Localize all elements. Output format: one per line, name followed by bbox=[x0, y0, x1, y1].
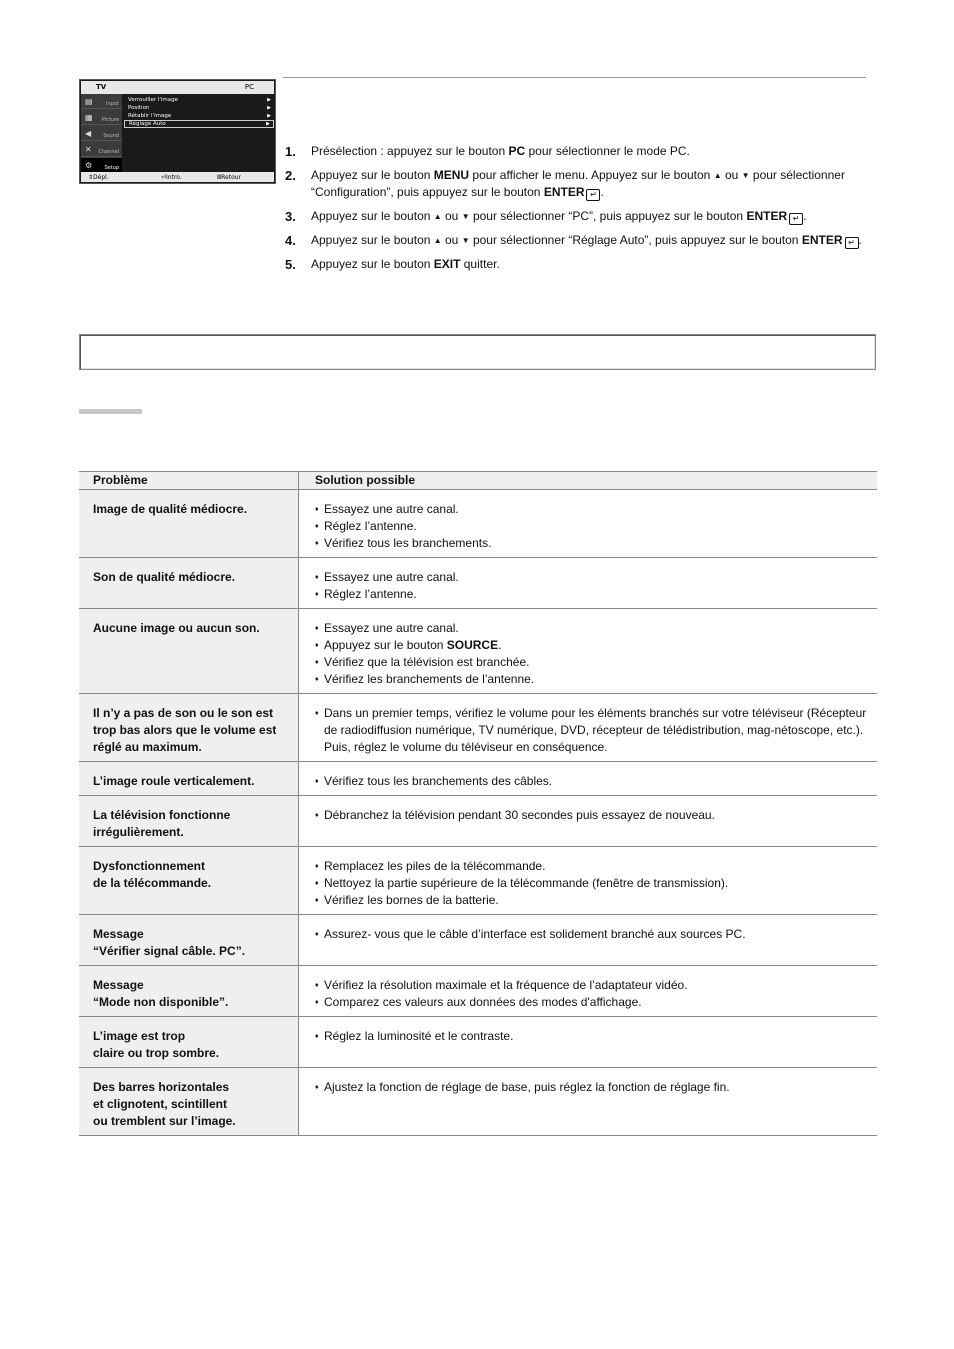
up-arrow-icon: ▲ bbox=[713, 171, 722, 180]
solution-item: ♦ Essayez une autre canal. bbox=[315, 620, 875, 637]
solution-cell bbox=[315, 1028, 875, 1045]
problem-text: Des barres horizontales et clignotent, scintillent ou tremblent sur l’image. bbox=[93, 1080, 236, 1128]
osd-sidebar-label: Setup bbox=[104, 165, 119, 171]
solution-cell bbox=[315, 773, 875, 790]
osd-sidebar-label: Sound bbox=[103, 133, 119, 139]
table-row bbox=[79, 796, 877, 847]
enter-icon: ↵ bbox=[789, 213, 803, 225]
enter-icon: ↵ bbox=[586, 189, 600, 201]
steps-list bbox=[285, 143, 877, 280]
down-arrow-icon: ▼ bbox=[741, 171, 750, 180]
solution-item: ♦ Assurez- vous que le câble d’interface est solidement branché aux sources PC. bbox=[315, 926, 875, 943]
problem-cell bbox=[79, 1068, 299, 1135]
problem-text: L’image roule verticalement. bbox=[93, 774, 255, 788]
problem-text: Message “Vérifier signal câble. PC”. bbox=[93, 927, 246, 958]
solution-item: ♦ Vérifiez la résolution maximale et la fréquence de l’adaptateur vidéo. bbox=[315, 977, 875, 994]
note-box bbox=[79, 334, 876, 370]
solution-cell bbox=[315, 501, 875, 552]
step-text: Appuyez sur le bouton MENU pour afficher le menu. Appuyez sur le bouton ▲ ou ▼ pour sélectionner “Configuration”, puis appuyez sur le bouton ENTER ↵ . bbox=[311, 168, 845, 199]
problem-text: Message “Mode non disponible”. bbox=[93, 978, 229, 1009]
table-row bbox=[79, 609, 877, 694]
input-icon: ▤ bbox=[85, 97, 93, 106]
solution-item: ♦ Dans un premier temps, vérifiez le volume pour les éléments branchés sur votre téléviseur (Récepteur de radiodiffusion numérique, TV numérique, DVD, récepteur de télédistribution, mag-nétoscope, etc.). Puis, réglez le volume du téléviseur en conséquence. bbox=[315, 705, 875, 756]
solution-item: ♦ Réglez la luminosité et le contraste. bbox=[315, 1028, 875, 1045]
table-row bbox=[79, 1068, 877, 1136]
step-item bbox=[285, 256, 877, 273]
osd-sidebar-label: Picture bbox=[101, 117, 119, 123]
channel-icon: ✕ bbox=[85, 145, 92, 154]
solution-cell bbox=[315, 705, 875, 756]
osd-menu-item bbox=[124, 113, 274, 121]
section-divider bbox=[283, 77, 866, 78]
solution-cell bbox=[315, 807, 875, 824]
up-arrow-icon: ▲ bbox=[433, 212, 442, 221]
arrow-right-icon: ▶ bbox=[267, 104, 271, 111]
osd-menu-item bbox=[124, 105, 274, 113]
problem-cell bbox=[79, 609, 299, 693]
problem-cell bbox=[79, 490, 299, 557]
osd-footer-enter: ⏎Intro. bbox=[161, 174, 182, 181]
problem-text: Il n’y a pas de son ou le son est trop bas alors que le volume est réglé au maximum. bbox=[93, 706, 277, 754]
osd-sidebar bbox=[81, 94, 122, 173]
table-header bbox=[79, 471, 877, 490]
solution-item: ♦ Débranchez la télévision pendant 30 secondes puis essayez de nouveau. bbox=[315, 807, 875, 824]
section-marker bbox=[79, 409, 142, 414]
down-arrow-icon: ▼ bbox=[461, 236, 470, 245]
osd-title: TV bbox=[96, 83, 107, 91]
solution-item: ♦ Vérifiez les bornes de la batterie. bbox=[315, 892, 875, 909]
table-row bbox=[79, 847, 877, 915]
problem-text: La télévision fonctionne irrégulièrement. bbox=[93, 808, 231, 839]
step-number: 5. bbox=[285, 257, 296, 272]
problem-text: Dysfonctionnement de la télécommande. bbox=[93, 859, 212, 890]
problem-text: Aucune image ou aucun son. bbox=[93, 621, 260, 635]
bold-text: ENTER bbox=[746, 209, 788, 223]
osd-footer-return: ⅢRetour bbox=[217, 174, 242, 181]
step-number: 4. bbox=[285, 233, 296, 248]
problem-cell bbox=[79, 847, 299, 914]
sound-icon: ◀ bbox=[85, 129, 92, 138]
tv-menu-screenshot bbox=[79, 79, 276, 184]
solution-cell bbox=[315, 569, 875, 603]
table-row bbox=[79, 490, 877, 558]
bold-text: EXIT bbox=[433, 257, 461, 271]
solution-item: ♦ Essayez une autre canal. bbox=[315, 569, 875, 586]
osd-menu-item bbox=[124, 97, 274, 105]
osd-sidebar-item bbox=[81, 158, 122, 173]
osd-menu-item bbox=[124, 120, 274, 128]
problem-cell bbox=[79, 796, 299, 846]
down-arrow-icon: ▼ bbox=[461, 212, 470, 221]
step-item bbox=[285, 232, 877, 249]
problem-text: L’image est trop claire ou trop sombre. bbox=[93, 1029, 220, 1060]
osd-menu-label: Réglage Auto bbox=[129, 121, 166, 128]
step-item bbox=[285, 167, 877, 201]
table-row bbox=[79, 966, 877, 1017]
troubleshooting-table bbox=[79, 471, 877, 1136]
solution-item: ♦ Ajustez la fonction de réglage de base, puis réglez la fonction de réglage fin. bbox=[315, 1079, 875, 1096]
solution-item: ♦ Vérifiez tous les branchements des câbles. bbox=[315, 773, 875, 790]
solution-cell bbox=[315, 620, 875, 688]
step-text: Appuyez sur le bouton ▲ ou ▼ pour sélectionner “Réglage Auto”, puis appuyez sur le bouton ENTER ↵ . bbox=[311, 233, 862, 247]
problem-text: Son de qualité médiocre. bbox=[93, 570, 236, 584]
step-number: 1. bbox=[285, 144, 296, 159]
solution-cell bbox=[315, 858, 875, 909]
problem-cell bbox=[79, 966, 299, 1016]
problem-cell bbox=[79, 915, 299, 965]
header-problem: Problème bbox=[93, 473, 148, 487]
solution-item: ♦ Vérifiez les branchements de l’antenne. bbox=[315, 671, 875, 688]
bold-text: SOURCE bbox=[446, 638, 499, 652]
bold-text: ENTER bbox=[801, 233, 843, 247]
step-text: Appuyez sur le bouton ▲ ou ▼ pour sélectionner “PC”, puis appuyez sur le bouton ENTER ↵ . bbox=[311, 209, 807, 223]
solution-item: ♦ Réglez l’antenne. bbox=[315, 586, 875, 603]
step-item bbox=[285, 143, 877, 160]
arrow-right-icon: ▶ bbox=[267, 97, 271, 103]
step-number: 3. bbox=[285, 209, 296, 224]
osd-sidebar-item bbox=[81, 142, 122, 157]
updown-arrow-icon: ⇕ bbox=[88, 174, 94, 181]
solution-item: ♦ Réglez l’antenne. bbox=[315, 518, 875, 535]
osd-menu-label: Rétablir l'image bbox=[128, 112, 172, 119]
osd-menu-list bbox=[124, 97, 274, 128]
solution-item: ♦ Remplacez les piles de la télécommande. bbox=[315, 858, 875, 875]
osd-sidebar-item bbox=[81, 110, 122, 125]
bold-text: ENTER bbox=[543, 185, 585, 199]
table-row bbox=[79, 694, 877, 762]
column-divider bbox=[298, 472, 299, 489]
solution-item: ♦ Appuyez sur le bouton SOURCE. bbox=[315, 637, 875, 654]
solution-cell bbox=[315, 977, 875, 1011]
up-arrow-icon: ▲ bbox=[433, 236, 442, 245]
problem-cell bbox=[79, 558, 299, 608]
bold-text: PC bbox=[508, 144, 526, 158]
header-solution: Solution possible bbox=[315, 473, 416, 487]
osd-footer-move: ⇕Dépl. bbox=[88, 174, 109, 181]
arrow-right-icon: ▶ bbox=[266, 121, 270, 128]
solution-item: ♦ Vérifiez que la télévision est branchée. bbox=[315, 654, 875, 671]
osd-menu-label: Position bbox=[128, 104, 150, 111]
arrow-right-icon: ▶ bbox=[267, 112, 271, 119]
solution-cell bbox=[315, 926, 875, 943]
enter-icon: ⏎ bbox=[161, 174, 167, 181]
enter-icon: ↵ bbox=[845, 237, 859, 249]
table-row bbox=[79, 1017, 877, 1068]
step-number: 2. bbox=[285, 168, 296, 183]
problem-cell bbox=[79, 694, 299, 761]
osd-menu-label: Verrouiller l'image bbox=[128, 97, 179, 103]
osd-sidebar-label: Channel bbox=[98, 149, 119, 155]
solution-item: ♦ Vérifiez tous les branchements. bbox=[315, 535, 875, 552]
osd-mode: PC bbox=[244, 83, 254, 91]
solution-item: ♦ Comparez ces valeurs aux données des modes d'affichage. bbox=[315, 994, 875, 1011]
return-icon: Ⅲ bbox=[217, 174, 222, 181]
solution-item: ♦ Nettoyez la partie supérieure de la télécommande (fenêtre de transmission). bbox=[315, 875, 875, 892]
problem-text: Image de qualité médiocre. bbox=[93, 502, 248, 516]
picture-icon: ▦ bbox=[85, 113, 93, 122]
step-text: Appuyez sur le bouton EXIT quitter. bbox=[311, 257, 500, 271]
solution-cell bbox=[315, 1079, 875, 1096]
table-row bbox=[79, 762, 877, 796]
osd-sidebar-label: Input bbox=[106, 101, 119, 107]
osd-sidebar-item bbox=[81, 94, 122, 109]
table-body bbox=[79, 490, 877, 1136]
osd-header bbox=[81, 81, 274, 94]
bold-text: MENU bbox=[433, 168, 470, 182]
setup-icon: ⚙ bbox=[85, 161, 93, 170]
osd-sidebar-item bbox=[81, 126, 122, 141]
problem-cell bbox=[79, 762, 299, 795]
table-row bbox=[79, 558, 877, 609]
step-item bbox=[285, 208, 877, 225]
step-text: Présélection : appuyez sur le bouton PC pour sélectionner le mode PC. bbox=[311, 144, 690, 158]
osd-footer bbox=[81, 172, 274, 182]
solution-item: ♦ Essayez une autre canal. bbox=[315, 501, 875, 518]
table-row bbox=[79, 915, 877, 966]
problem-cell bbox=[79, 1017, 299, 1067]
